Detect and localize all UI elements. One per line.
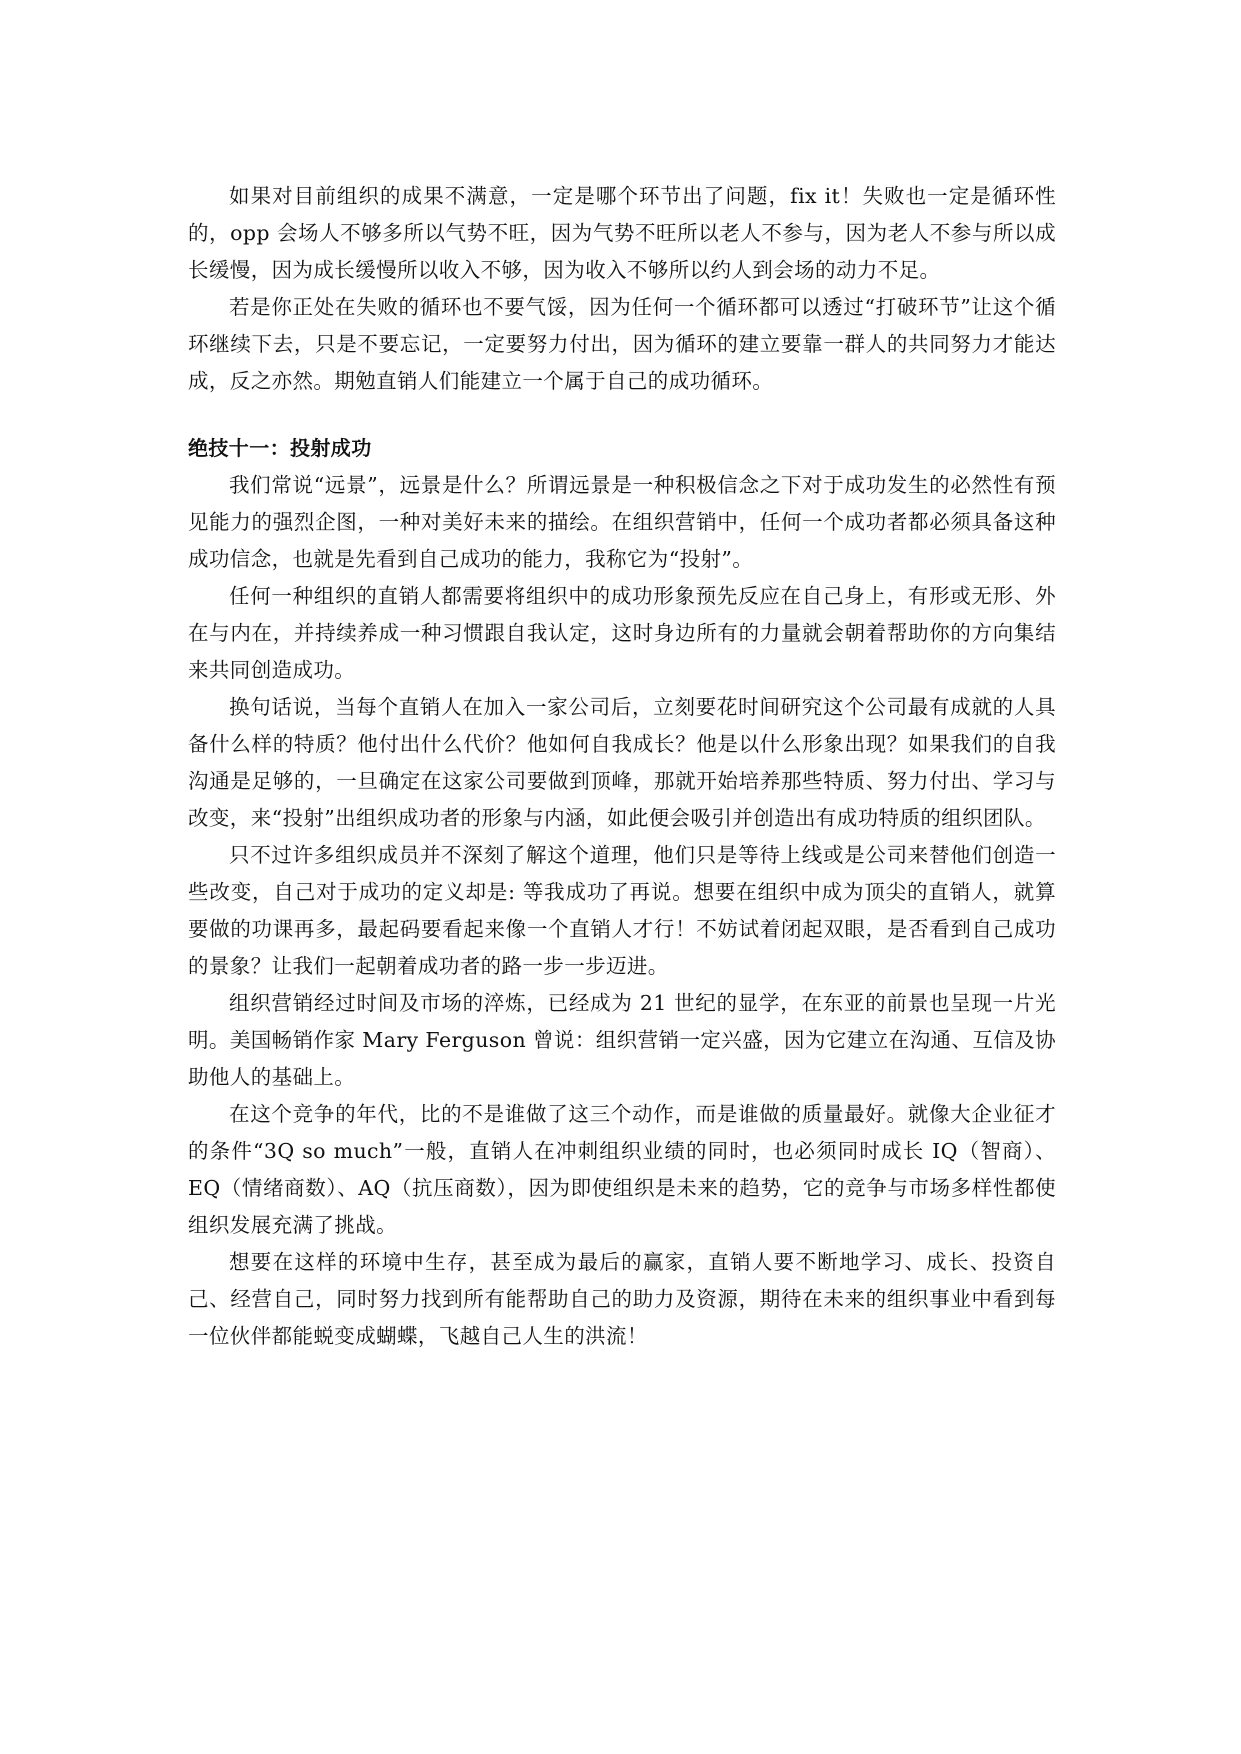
- document-page: [188, 178, 1056, 1355]
- body-paragraph: 组织营销经过时间及市场的淬炼，已经成为 21 世纪的显学，在东亚的前景也呈现一片光明。美国畅销作家 Mary Ferguson 曾说：组织营销一定兴盛，因为它建立在沟通、互信及协助他人的基础上。: [188, 991, 1056, 1089]
- body-paragraph: 任何一种组织的直销人都需要将组织中的成功形象预先反应在自己身上，有形或无形、外在与内在，并持续养成一种习惯跟自我认定，这时身边所有的力量就会朝着帮助你的方向集结来共同创造成功。: [188, 584, 1056, 682]
- body-paragraph: 想要在这样的环境中生存，甚至成为最后的赢家，直销人要不断地学习、成长、投资自己、经营自己，同时努力找到所有能帮助自己的助力及资源，期待在未来的组织事业中看到每一位伙伴都能蜕变成蝴蝶，飞越自己人生的洪流！: [188, 1250, 1056, 1348]
- body-paragraph: 换句话说，当每个直销人在加入一家公司后，立刻要花时间研究这个公司最有成就的人具备什么样的特质？他付出什么代价？他如何自我成长？他是以什么形象出现？如果我们的自我沟通是足够的，一旦确定在这家公司要做到顶峰，那就开始培养那些特质、努力付出、学习与改变，来“投射”出组织成功者的形象与内涵，如此便会吸引并创造出有成功特质的组织团队。: [188, 695, 1056, 830]
- body-paragraph: 只不过许多组织成员并不深刻了解这个道理，他们只是等待上线或是公司来替他们创造一些改变，自己对于成功的定义却是: 等我成功了再说。想要在组织中成为顶尖的直销人，就算要做的功课再多，最起码要看起来像一个直销人才行！不妨试着闭起双眼，是否看到自己成功的景象？让我们一起朝着成功者的路一步一步迈进。: [188, 843, 1056, 978]
- body-paragraph: 我们常说“远景”，远景是什么？所谓远景是一种积极信念之下对于成功发生的必然性有预见能力的强烈企图，一种对美好未来的描绘。在组织营销中，任何一个成功者都必须具备这种成功信念，也就是先看到自己成功的能力，我称它为“投射”。: [188, 473, 1056, 571]
- body-paragraph: 在这个竞争的年代，比的不是谁做了这三个动作，而是谁做的质量最好。就像大企业征才的条件“3Q so much”一般，直销人在冲刺组织业绩的同时，也必须同时成长 IQ（智商）、EQ（情绪商数）、AQ（抗压商数），因为即使组织是未来的趋势，它的竞争与市场多样性都使组织发展充满了挑战。: [188, 1102, 1056, 1237]
- intro-paragraph: 若是你正处在失败的循环也不要气馁，因为任何一个循环都可以透过“打破环节”让这个循环继续下去，只是不要忘记，一定要努力付出，因为循环的建立要靠一群人的共同努力才能达成，反之亦然。期勉直销人们能建立一个属于自己的成功循环。: [188, 295, 1056, 393]
- section-heading: 绝技十一：投射成功: [188, 436, 372, 460]
- intro-paragraph: 如果对目前组织的成果不满意，一定是哪个环节出了问题，fix it！失败也一定是循环性的，opp 会场人不够多所以气势不旺，因为气势不旺所以老人不参与，因为老人不参与所以成长缓慢，因为成长缓慢所以收入不够，因为收入不够所以约人到会场的动力不足。: [188, 184, 1056, 282]
